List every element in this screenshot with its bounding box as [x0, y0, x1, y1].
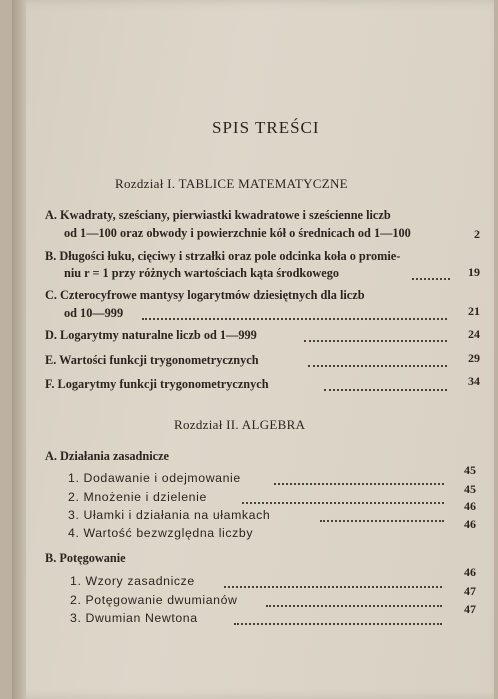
toc-entry-1e: E. Wartości funkcji trygonometrycznych — [45, 353, 259, 367]
toc-page-number: 46 — [464, 565, 476, 579]
toc-page-number: 45 — [464, 463, 476, 477]
toc-item-2a-4: 4. Wartość bezwzględna liczby — [68, 526, 254, 540]
toc-item-2b-3: 3. Dwumian Newtona — [70, 611, 198, 625]
toc-entry-1c-line2: od 10—999 — [64, 306, 124, 320]
toc-page-number: 46 — [464, 517, 476, 531]
section-b-title: B. Potęgowanie — [45, 551, 126, 565]
toc-page-number: 21 — [468, 304, 480, 318]
toc-entry-1c-line1: C. Czterocyfrowe mantysy logarytmów dziesiętnych dla liczb — [45, 288, 365, 302]
chapter-2-heading: Rozdział II. ALGEBRA — [174, 417, 306, 432]
dot-leader — [266, 595, 442, 607]
dot-leader — [308, 355, 447, 367]
toc-page-number: 24 — [468, 327, 480, 341]
dot-leader — [234, 613, 442, 625]
toc-entry-1f: F. Logarytmy funkcji trygonometrycznych — [45, 377, 269, 391]
toc-page-number: 2 — [474, 227, 480, 241]
dot-leader — [142, 308, 447, 320]
toc-entry-1a-line2: od 1—100 oraz obwody i powierzchnie kół o średnicach od 1—100 — [64, 226, 411, 240]
book-page — [12, 0, 494, 699]
toc-item-2b-2: 2. Potęgowanie dwumianów — [70, 593, 238, 607]
dot-leader — [242, 492, 444, 504]
toc-page-number: 46 — [464, 499, 476, 513]
page-binding-edge — [12, 0, 26, 699]
chapter-1-heading: Rozdział I. TABLICE MATEMATYCZNE — [115, 176, 348, 191]
dot-leader — [304, 330, 447, 342]
toc-page-number: 34 — [468, 374, 480, 388]
toc-entry-1a-line1: A. Kwadraty, sześciany, pierwiastki kwadratowe i sześcienne liczb — [45, 208, 391, 222]
toc-page-number: 45 — [464, 482, 476, 496]
dot-leader — [412, 268, 450, 280]
toc-page-number: 19 — [468, 265, 480, 279]
toc-entry-1b-line2: niu r = 1 przy różnych wartościach kąta środkowego — [64, 266, 340, 280]
dot-leader — [320, 510, 444, 522]
toc-page-number: 29 — [468, 351, 480, 365]
toc-entry-1d: D. Logarytmy naturalne liczb od 1—999 — [45, 328, 257, 342]
toc-entry-1b-line1: B. Długości łuku, cięciwy i strzałki oraz pole odcinka koła o promie- — [45, 249, 401, 263]
section-a-title: A. Działania zasadnicze — [45, 449, 169, 463]
toc-page-number: 47 — [464, 602, 476, 616]
toc-item-2a-1: 1. Dodawanie i odejmowanie — [68, 471, 241, 485]
toc-item-2b-1: 1. Wzory zasadnicze — [70, 574, 195, 588]
toc-item-2a-3: 3. Ułamki i działania na ułamkach — [68, 508, 271, 522]
toc-page-number: 47 — [464, 584, 476, 598]
dot-leader — [274, 473, 444, 485]
page-title: SPIS TREŚCI — [212, 118, 320, 137]
dot-leader — [324, 379, 447, 391]
dot-leader — [224, 576, 442, 588]
toc-item-2a-2: 2. Mnożenie i dzielenie — [68, 490, 207, 504]
